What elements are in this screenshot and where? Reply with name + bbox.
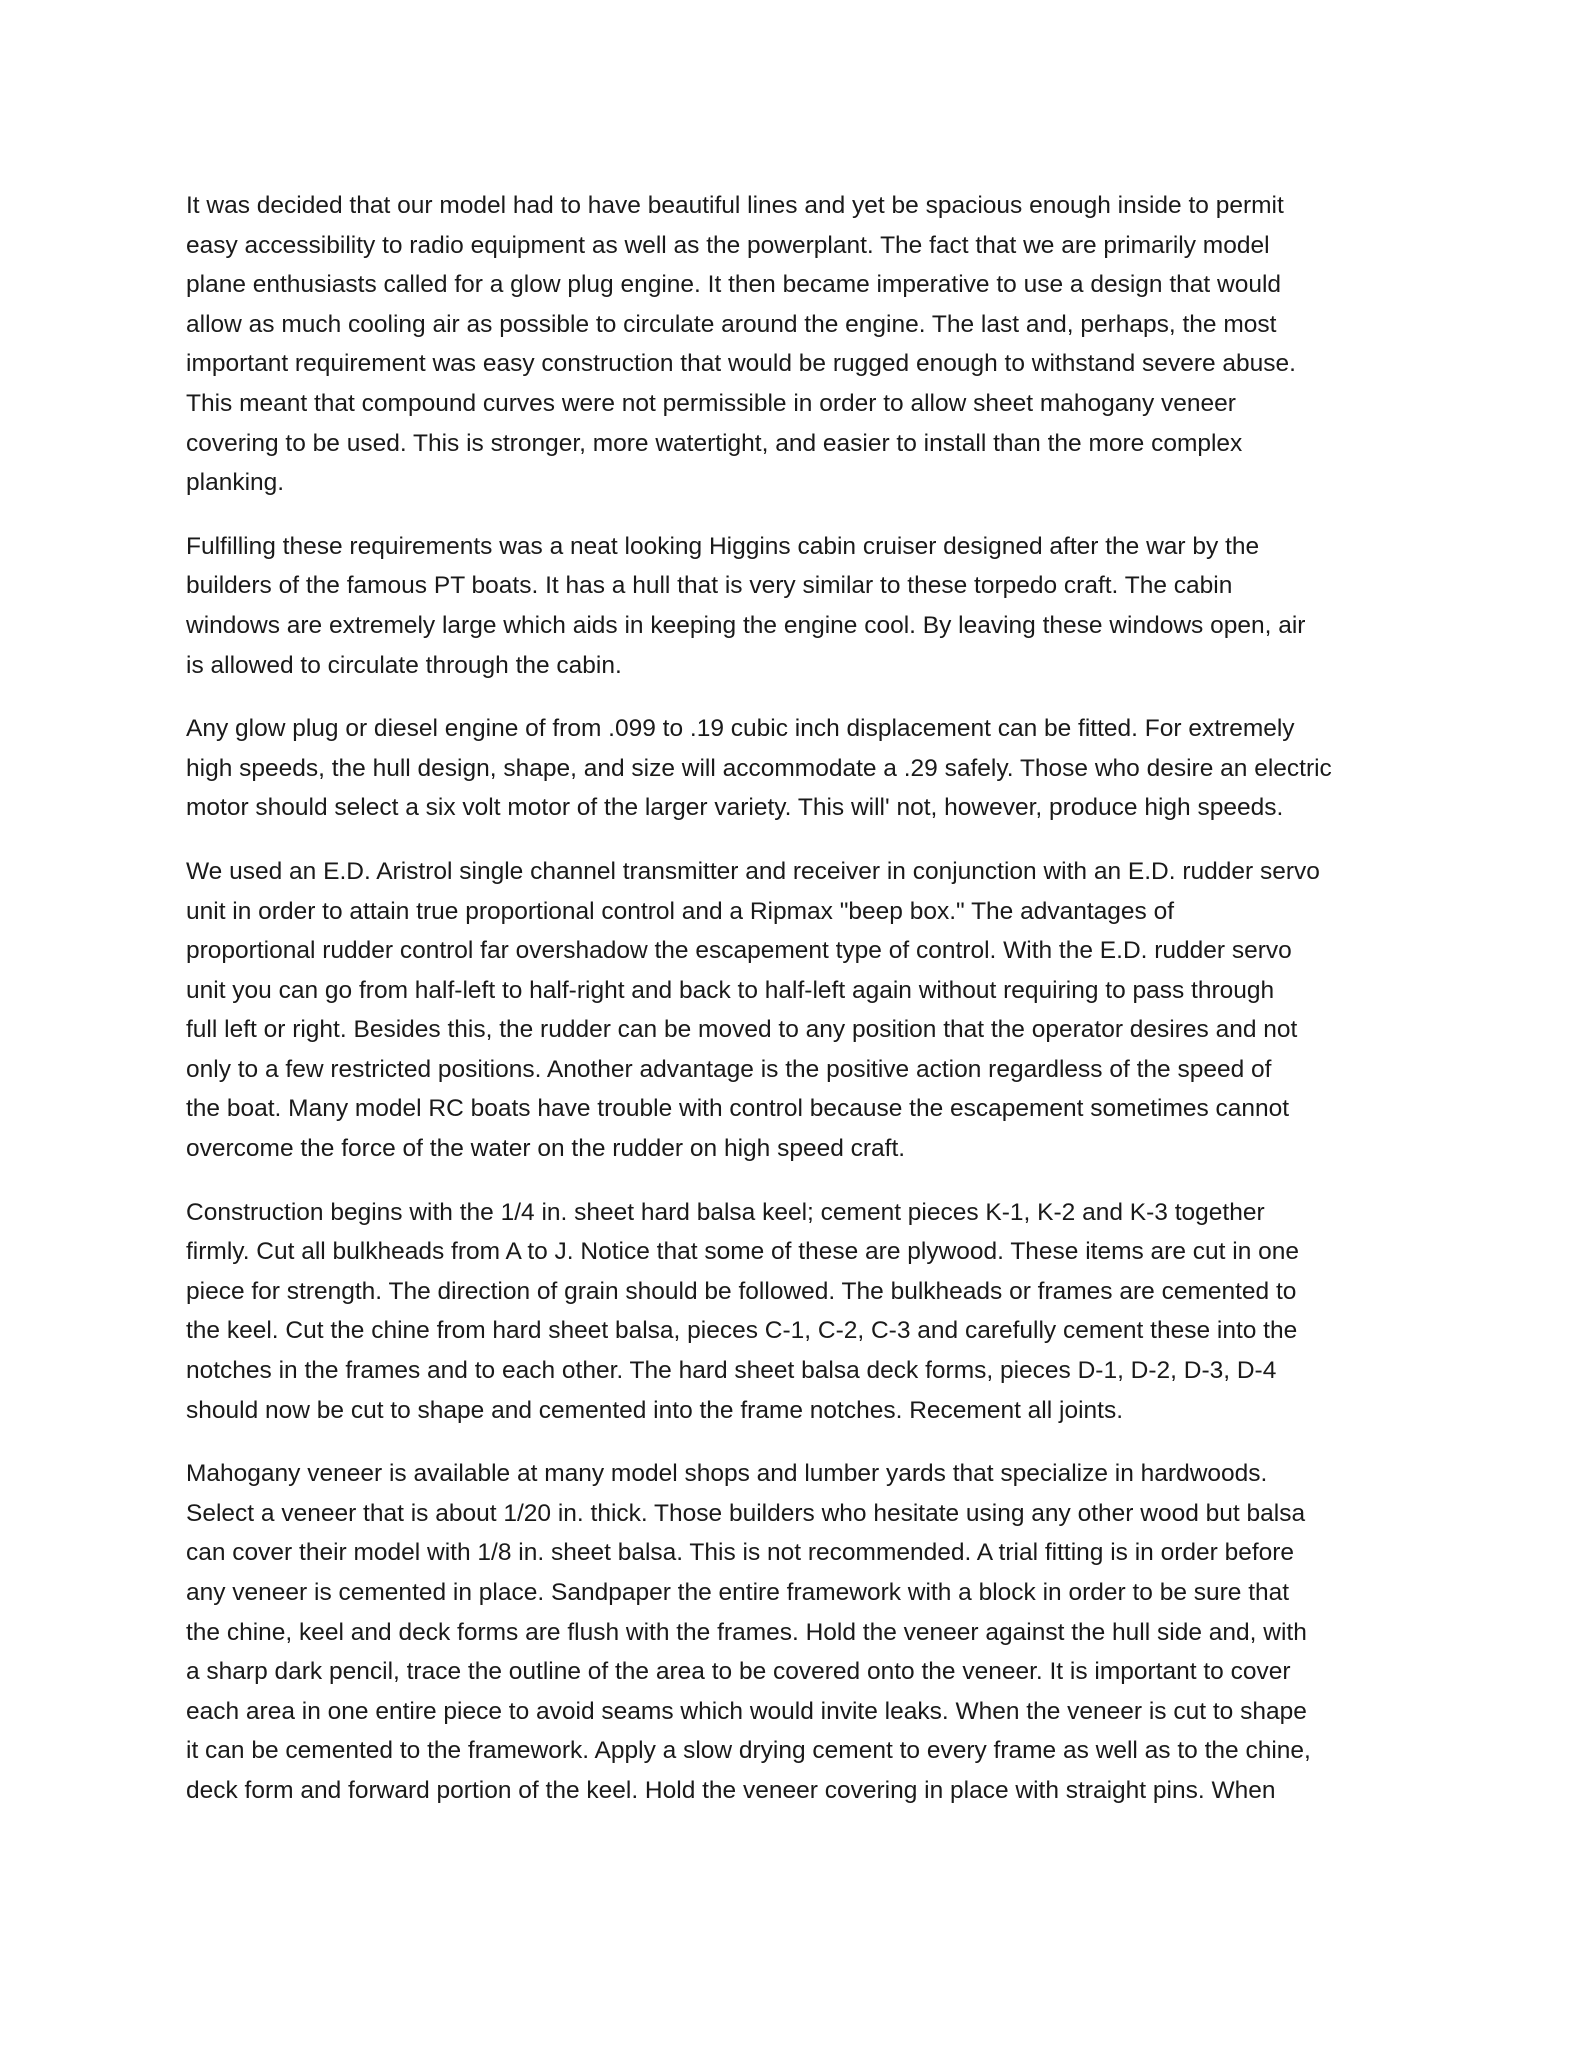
text-line: planking. bbox=[186, 469, 285, 497]
paragraph-engine bbox=[186, 709, 1408, 828]
text-line: covering to be used. This is stronger, more watertight, and easier to install than the more complex bbox=[186, 429, 1243, 457]
body-text bbox=[186, 186, 1408, 1835]
text-line: Fulfilling these requirements was a neat looking Higgins cabin cruiser designed after the war by the bbox=[186, 532, 1260, 560]
text-line: deck form and forward portion of the keel. Hold the veneer covering in place with straight pins. When bbox=[186, 1776, 1276, 1804]
text-line: This meant that compound curves were not permissible in order to allow sheet mahogany veneer bbox=[186, 389, 1236, 417]
text-line: windows are extremely large which aids in keeping the engine cool. By leaving these windows open, air bbox=[186, 611, 1306, 639]
text-line: only to a few restricted positions. Another advantage is the positive action regardless of the speed of bbox=[186, 1055, 1272, 1083]
text-line: should now be cut to shape and cemented into the frame notches. Recement all joints. bbox=[186, 1396, 1124, 1424]
text-line: motor should select a six volt motor of the larger variety. This will' not, however, produce high speeds. bbox=[186, 794, 1284, 822]
text-line: can cover their model with 1/8 in. sheet balsa. This is not recommended. A trial fitting is in order before bbox=[186, 1539, 1295, 1567]
text-line: the boat. Many model RC boats have trouble with control because the escapement sometimes cannot bbox=[186, 1095, 1290, 1123]
text-line: builders of the famous PT boats. It has a hull that is very similar to these torpedo craft. The cabin bbox=[186, 572, 1233, 600]
text-line: it can be cemented to the framework. Apply a slow drying cement to every frame as well as to the chine, bbox=[186, 1737, 1311, 1765]
text-line: piece for strength. The direction of grain should be followed. The bulkheads or frames are cemented to bbox=[186, 1277, 1297, 1305]
text-line: overcome the force of the water on the rudder on high speed craft. bbox=[186, 1135, 906, 1163]
text-line: important requirement was easy construction that would be rugged enough to withstand severe abuse. bbox=[186, 350, 1296, 378]
text-line: a sharp dark pencil, trace the outline of the area to be covered onto the veneer. It is important to cover bbox=[186, 1658, 1291, 1686]
text-line: Any glow plug or diesel engine of from .099 to .19 cubic inch displacement can be fitted. For extremely bbox=[186, 715, 1295, 743]
text-line: any veneer is cemented in place. Sandpaper the entire framework with a block in order to be sure that bbox=[186, 1579, 1290, 1606]
text-line: full left or right. Besides this, the rudder can be moved to any position that the operator desires and not bbox=[186, 1016, 1298, 1044]
text-line: Construction begins with the 1/4 in. sheet hard balsa keel; cement pieces K-1, K-2 and K-3 together bbox=[186, 1198, 1265, 1226]
text-line: plane enthusiasts called for a glow plug engine. It then became imperative to use a design that would bbox=[186, 271, 1282, 299]
paragraph-construction bbox=[186, 1193, 1408, 1431]
text-line: It was decided that our model had to have beautiful lines and yet be spacious enough inside to permit bbox=[186, 192, 1284, 219]
text-line: is allowed to circulate through the cabin. bbox=[186, 651, 622, 679]
text-line: unit in order to attain true proportional control and a Ripmax "beep box." The advantages of bbox=[186, 897, 1175, 925]
paragraph-radio-control bbox=[186, 852, 1408, 1169]
paragraph-mahogany-veneer bbox=[186, 1454, 1408, 1810]
paragraph-design-requirements bbox=[186, 186, 1408, 503]
text-line: high speeds, the hull design, shape, and size will accommodate a .29 safely. Those who desire an electric bbox=[186, 754, 1332, 782]
text-line: notches in the frames and to each other. The hard sheet balsa deck forms, pieces D-1, D-2, D-3, D-4 bbox=[186, 1357, 1277, 1385]
text-line: the keel. Cut the chine from hard sheet balsa, pieces C-1, C-2, C-3 and carefully cement these into the bbox=[186, 1317, 1298, 1345]
text-line: easy accessibility to radio equipment as well as the powerplant. The fact that we are primarily model bbox=[186, 231, 1270, 259]
text-line: Mahogany veneer is available at many model shops and lumber yards that specialize in hardwoods. bbox=[186, 1460, 1268, 1488]
text-line: each area in one entire piece to avoid seams which would invite leaks. When the veneer is cut to shape bbox=[186, 1697, 1307, 1725]
paragraph-higgins-cruiser bbox=[186, 527, 1408, 685]
text-line: allow as much cooling air as possible to circulate around the engine. The last and, perhaps, the most bbox=[186, 310, 1277, 338]
text-line: unit you can go from half-left to half-right and back to half-left again without requiring to pass through bbox=[186, 976, 1275, 1004]
text-line: We used an E.D. Aristrol single channel transmitter and receiver in conjunction with an E.D. rudder servo bbox=[186, 857, 1320, 885]
text-line: proportional rudder control far overshadow the escapement type of control. With the E.D. rudder servo bbox=[186, 937, 1292, 965]
text-line: the chine, keel and deck forms are flush with the frames. Hold the veneer against the hull side and, with bbox=[186, 1618, 1307, 1646]
text-line: firmly. Cut all bulkheads from A to J. Notice that some of these are plywood. These items are cut in one bbox=[186, 1238, 1300, 1266]
text-line: Select a veneer that is about 1/20 in. thick. Those builders who hesitate using any other wood but balsa bbox=[186, 1499, 1306, 1527]
